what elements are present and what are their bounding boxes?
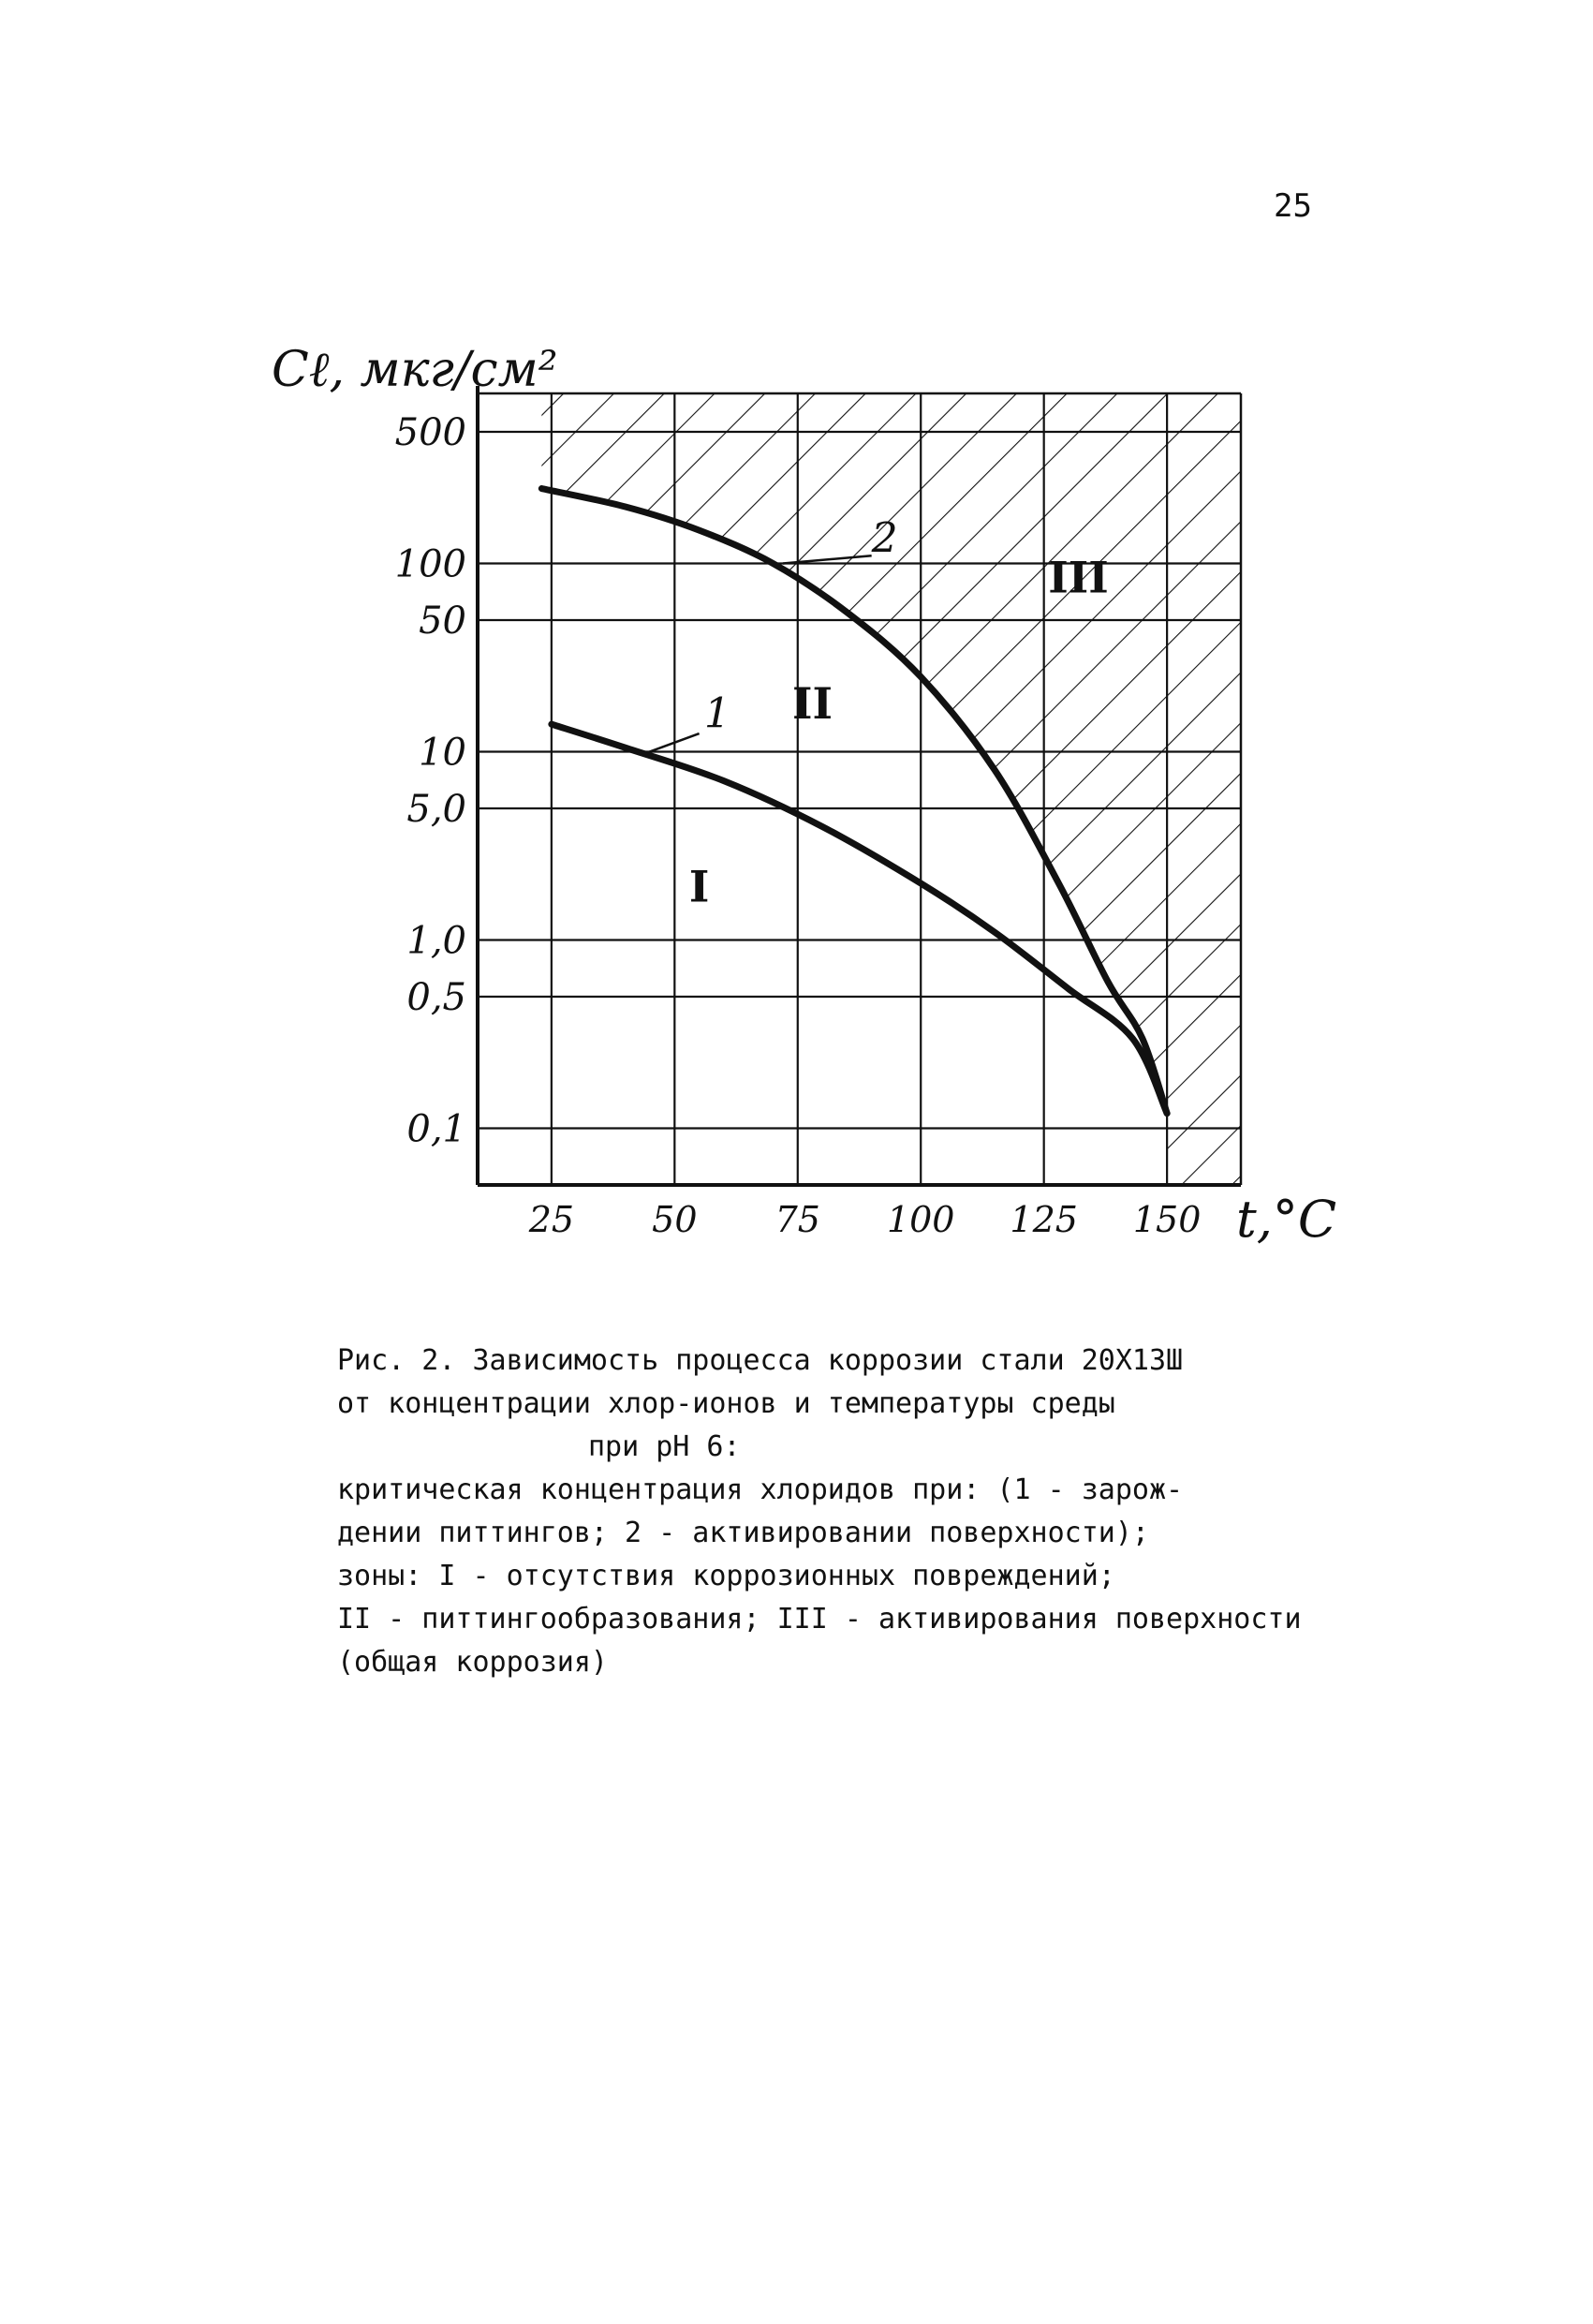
y-tick-label: 0,5 xyxy=(406,976,466,1020)
y-tick-label: 0,1 xyxy=(406,1107,466,1151)
x-tick-label: 25 xyxy=(528,1199,575,1240)
figure-caption xyxy=(337,1340,1302,1684)
y-tick-label: 50 xyxy=(419,600,466,644)
x-tick-label: 50 xyxy=(652,1199,698,1240)
page-number: 25 xyxy=(1274,187,1312,225)
x-tick-label: 75 xyxy=(774,1199,820,1240)
y-tick-label: 500 xyxy=(394,411,466,455)
series-1-leader xyxy=(645,733,700,753)
caption-line: при pH 6: xyxy=(588,1430,741,1463)
y-tick-label: 5,0 xyxy=(406,788,466,832)
caption-line: дении питтингов; 2 - активировании поверхности); xyxy=(337,1517,1149,1549)
caption-line: критическая концентрация хлоридов при: (1 - зарож- xyxy=(337,1473,1184,1506)
y-tick-label: 1,0 xyxy=(406,919,466,963)
zone-label-3: III xyxy=(1048,552,1109,603)
caption-line: от концентрации хлор-ионов и температуры среды xyxy=(337,1387,1115,1420)
caption-line: (общая коррозия) xyxy=(337,1646,608,1679)
series-2-label: 2 xyxy=(871,514,898,563)
caption-line: Рис. 2. Зависимость процесса коррозии стали 20Х13Ш xyxy=(337,1344,1184,1377)
caption-line: II - питтингообразования; III - активирования поверхности xyxy=(337,1603,1302,1636)
zone-label-2: II xyxy=(792,678,833,730)
caption-line: зоны: I - отсутствия коррозионных повреждений; xyxy=(337,1560,1115,1592)
x-tick-label: 150 xyxy=(1132,1199,1202,1240)
zone-label-1: I xyxy=(688,861,710,912)
x-tick-label: 100 xyxy=(886,1199,955,1240)
x-axis-label: t,°C xyxy=(1236,1190,1337,1249)
y-tick-label: 100 xyxy=(394,542,466,586)
series-1-label: 1 xyxy=(703,689,730,738)
y-tick-label: 10 xyxy=(419,731,466,775)
y-axis-label: Cℓ, мкг/см² xyxy=(272,342,558,398)
x-tick-label: 125 xyxy=(1010,1199,1078,1240)
